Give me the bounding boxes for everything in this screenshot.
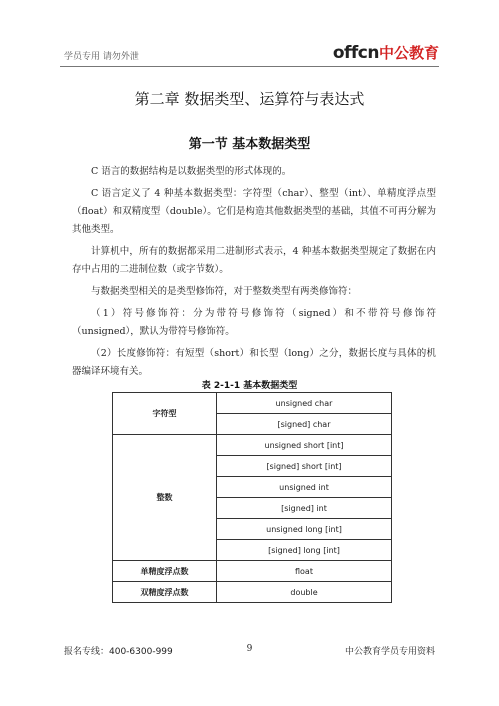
table-row bbox=[113, 561, 392, 582]
type-cell: unsigned int bbox=[217, 477, 392, 498]
type-cell: unsigned char bbox=[217, 393, 392, 414]
category-int: 整数 bbox=[113, 435, 217, 561]
paragraph: 计算机中，所有的数据都采用二进制形式表示，4 种基本数据类型规定了数据在内存中占用的二进制位数（或字节数）。 bbox=[72, 246, 436, 275]
paragraph: （2）长度修饰符：有短型（short）和长型（long）之分，数据长度与具体的机器编译环境有关。 bbox=[72, 348, 436, 377]
section-title: 第一节 基本数据类型 bbox=[188, 137, 311, 152]
type-cell: [signed] int bbox=[217, 498, 392, 519]
logo-chinese: 中公教育 bbox=[378, 44, 439, 62]
table-row bbox=[113, 393, 392, 414]
category-double: 双精度浮点数 bbox=[113, 582, 217, 603]
footer-note: 中公教育学员专用资料 bbox=[344, 647, 435, 657]
paragraph: C 语言的数据结构是以数据类型的形式体现的。 bbox=[91, 166, 292, 177]
body-text bbox=[72, 163, 436, 385]
page-number: 9 bbox=[246, 644, 253, 654]
category-float: 单精度浮点数 bbox=[113, 561, 217, 582]
type-cell: [signed] long [int] bbox=[217, 540, 392, 561]
page-header bbox=[60, 40, 439, 67]
header-confidential-note: 学员专用 请勿外泄 bbox=[64, 52, 139, 62]
data-types-table bbox=[112, 392, 392, 603]
type-cell: unsigned short [int] bbox=[217, 435, 392, 456]
table-row bbox=[113, 435, 392, 456]
table-caption: 表 2-1-1 基本数据类型 bbox=[201, 381, 298, 391]
paragraph: 与数据类型相关的是类型修饰符，对于整数类型有两类修饰符： bbox=[91, 286, 358, 297]
footer-hotline: 报名专线：400-6300-999 bbox=[64, 647, 173, 657]
page-footer bbox=[60, 640, 439, 658]
category-char: 字符型 bbox=[113, 393, 217, 435]
logo-english: offcn bbox=[332, 43, 379, 63]
type-cell: float bbox=[217, 561, 392, 582]
type-cell: unsigned long [int] bbox=[217, 519, 392, 540]
type-cell: [signed] char bbox=[217, 414, 392, 435]
offcn-logo bbox=[333, 42, 439, 63]
paragraph: （1）符号修饰符：分为带符号修饰符（signed）和不带符号修饰符（unsigned），默认为带符号修饰符。 bbox=[72, 308, 436, 337]
type-cell: double bbox=[217, 582, 392, 603]
chapter-title: 第二章 数据类型、运算符与表达式 bbox=[134, 90, 365, 108]
table-row bbox=[113, 582, 392, 603]
paragraph: C 语言定义了 4 种基本数据类型：字符型（char）、整型（int）、单精度浮点型（float）和双精度型（double）。它们是构造其他数据类型的基础，其值不可再分解为其他类型。 bbox=[72, 188, 436, 235]
type-cell: [signed] short [int] bbox=[217, 456, 392, 477]
